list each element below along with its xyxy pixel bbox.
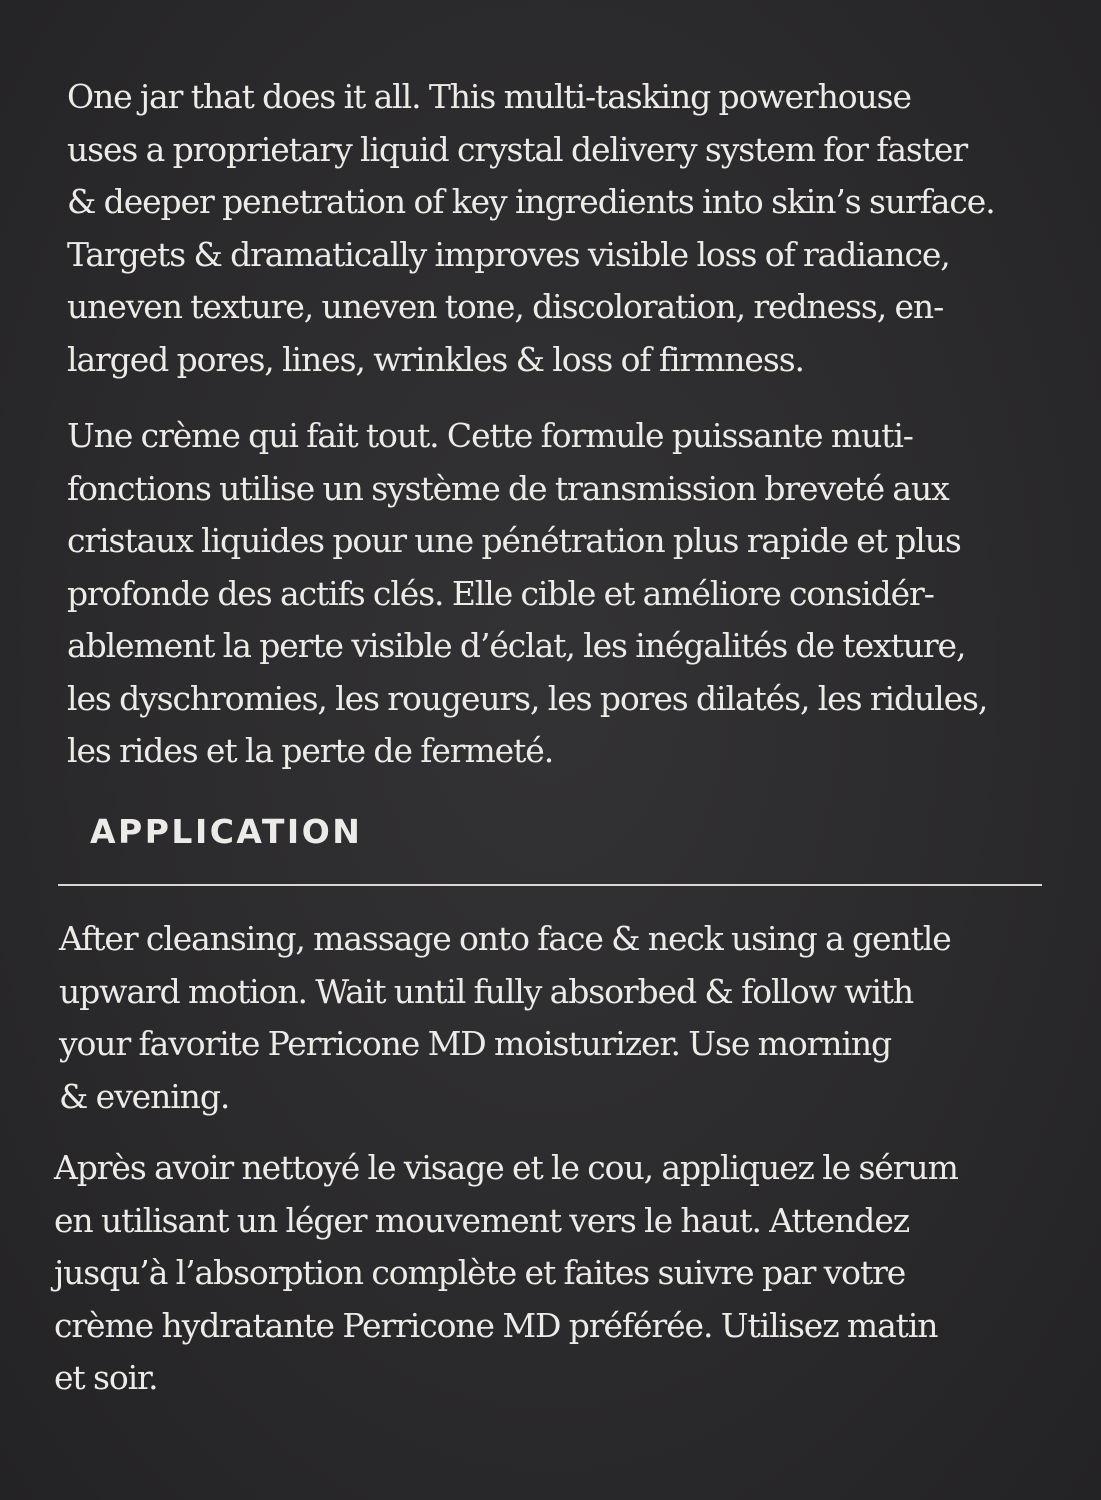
application-english bbox=[59, 913, 951, 1123]
text-line: your favorite Perricone MD moisturizer. Use morning bbox=[59, 1024, 892, 1063]
text-line: Targets & dramatically improves visible loss of radiance, bbox=[67, 234, 950, 274]
text-line: les dyschromies, les rougeurs, les pores dilatés, les ridules, bbox=[67, 678, 988, 718]
description-english bbox=[67, 71, 995, 386]
text-line: jusqu’à l’absorption complète et faites suivre par votre bbox=[54, 1253, 906, 1292]
text-line: upward motion. Wait until fully absorbed & follow with bbox=[59, 971, 914, 1011]
text-line: One jar that does it all. This multi-tasking powerhouse bbox=[67, 77, 911, 116]
text-line: Après avoir nettoyé le visage et le cou, appliquez le sérum bbox=[54, 1148, 958, 1187]
text-line: crème hydratante Perricone MD préférée. Utilisez matin bbox=[54, 1305, 938, 1345]
text-line: fonctions utilise un système de transmission breveté aux bbox=[67, 468, 949, 508]
text-line: en utilisant un léger mouvement vers le haut. Attendez bbox=[54, 1200, 910, 1240]
application-heading: APPLICATION bbox=[90, 812, 363, 851]
text-line: profonde des actifs clés. Elle cible et améliore considér- bbox=[67, 573, 934, 613]
text-line: larged pores, lines, wrinkles & loss of firmness. bbox=[67, 339, 804, 379]
description-french bbox=[67, 410, 987, 778]
text-line: cristaux liquides pour une pénétration plus rapide et plus bbox=[67, 521, 961, 560]
text-line: uses a proprietary liquid crystal delivery system for faster bbox=[67, 129, 968, 169]
text-line: les rides et la perte de fermeté. bbox=[67, 731, 554, 770]
text-line: Une crème qui fait tout. Cette formule puissante muti- bbox=[67, 416, 913, 455]
text-line: After cleansing, massage onto face & neck using a gentle bbox=[59, 919, 951, 958]
text-line: & evening. bbox=[59, 1076, 230, 1116]
application-french bbox=[54, 1142, 958, 1405]
text-line: ablement la perte visible d’éclat, les inégalités de texture, bbox=[67, 626, 966, 665]
text-line: & deeper penetration of key ingredients into skin’s surface. bbox=[67, 182, 995, 221]
section-divider bbox=[58, 884, 1042, 886]
text-line: et soir. bbox=[54, 1358, 158, 1397]
text-line: uneven texture, uneven tone, discoloration, redness, en- bbox=[67, 287, 944, 326]
